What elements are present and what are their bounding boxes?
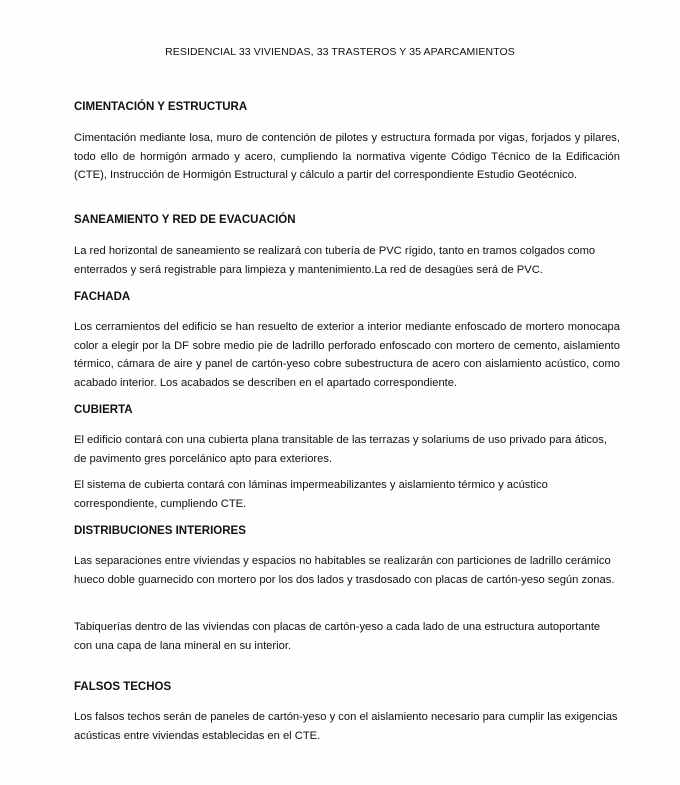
section-heading-saneamiento: SANEAMIENTO Y RED DE EVACUACIÓN bbox=[74, 214, 296, 226]
section-paragraph-cubierta-1: El edificio contará con una cubierta plana transitable de las terrazas y solariums de uso privado para áticos, de pavimento gres porcelánico apto para exteriores. bbox=[74, 434, 607, 465]
section-paragraph-cimentacion: Cimentación mediante losa, muro de contención de pilotes y estructura formada por vigas, forjados y pilares, todo ello de hormigón armado y acero, cumpliendo la normativa vigente Código Técnico de la Edificación (CTE), Instrucción de Hormigón Estructural y cálculo a partir del correspondiente Estudio Geotécnico. bbox=[74, 132, 620, 181]
section-paragraph-distribuciones-1: Las separaciones entre viviendas y espacios no habitables se realizarán con particiones de ladrillo cerámico hueco doble guarnecido con mortero por los dos lados y trasdosado con placas de cartón-yeso según zonas. bbox=[74, 555, 615, 586]
section-paragraph-fachada: Los cerramientos del edificio se han resuelto de exterior a interior mediante enfoscado de mortero monocapa color a elegir por la DF sobre medio pie de ladrillo perforado enfoscado con mortero de cemento, aislamiento térmico, cámara de aire y panel de cartón-yeso cobre subestructura de acero con aislamiento acústico, como acabado interior. Los acabados se describen en el apartado correspondiente. bbox=[74, 321, 620, 389]
section-paragraph-falsos-techos: Los falsos techos serán de paneles de cartón-yeso y con el aislamiento necesario para cumplir las exigencias acústicas entre viviendas establecidas en el CTE. bbox=[74, 711, 618, 742]
section-heading-cimentacion: CIMENTACIÓN Y ESTRUCTURA bbox=[74, 101, 248, 113]
section-paragraph-saneamiento: La red horizontal de saneamiento se realizará con tubería de PVC rígido, tanto en tramos colgados como enterrados y será registrable para limpieza y mantenimiento.La red de desagües será de PVC. bbox=[74, 245, 596, 276]
section-heading-falsos-techos: FALSOS TECHOS bbox=[74, 681, 172, 693]
section-paragraph-distribuciones-2: Tabiquerías dentro de las viviendas con placas de cartón-yeso a cada lado de una estructura autoportante con una capa de lana mineral en su interior. bbox=[74, 621, 601, 652]
section-heading-cubierta: CUBIERTA bbox=[74, 404, 133, 416]
section-paragraph-cubierta-2: El sistema de cubierta contará con láminas impermeabilizantes y aislamiento térmico y acústico correspondiente, cumpliendo CTE. bbox=[74, 479, 548, 510]
section-heading-fachada: FACHADA bbox=[74, 291, 131, 303]
document-title: RESIDENCIAL 33 VIVIENDAS, 33 TRASTEROS Y 35 APARCAMIENTOS bbox=[165, 46, 515, 58]
section-heading-distribuciones: DISTRIBUCIONES INTERIORES bbox=[74, 525, 246, 537]
